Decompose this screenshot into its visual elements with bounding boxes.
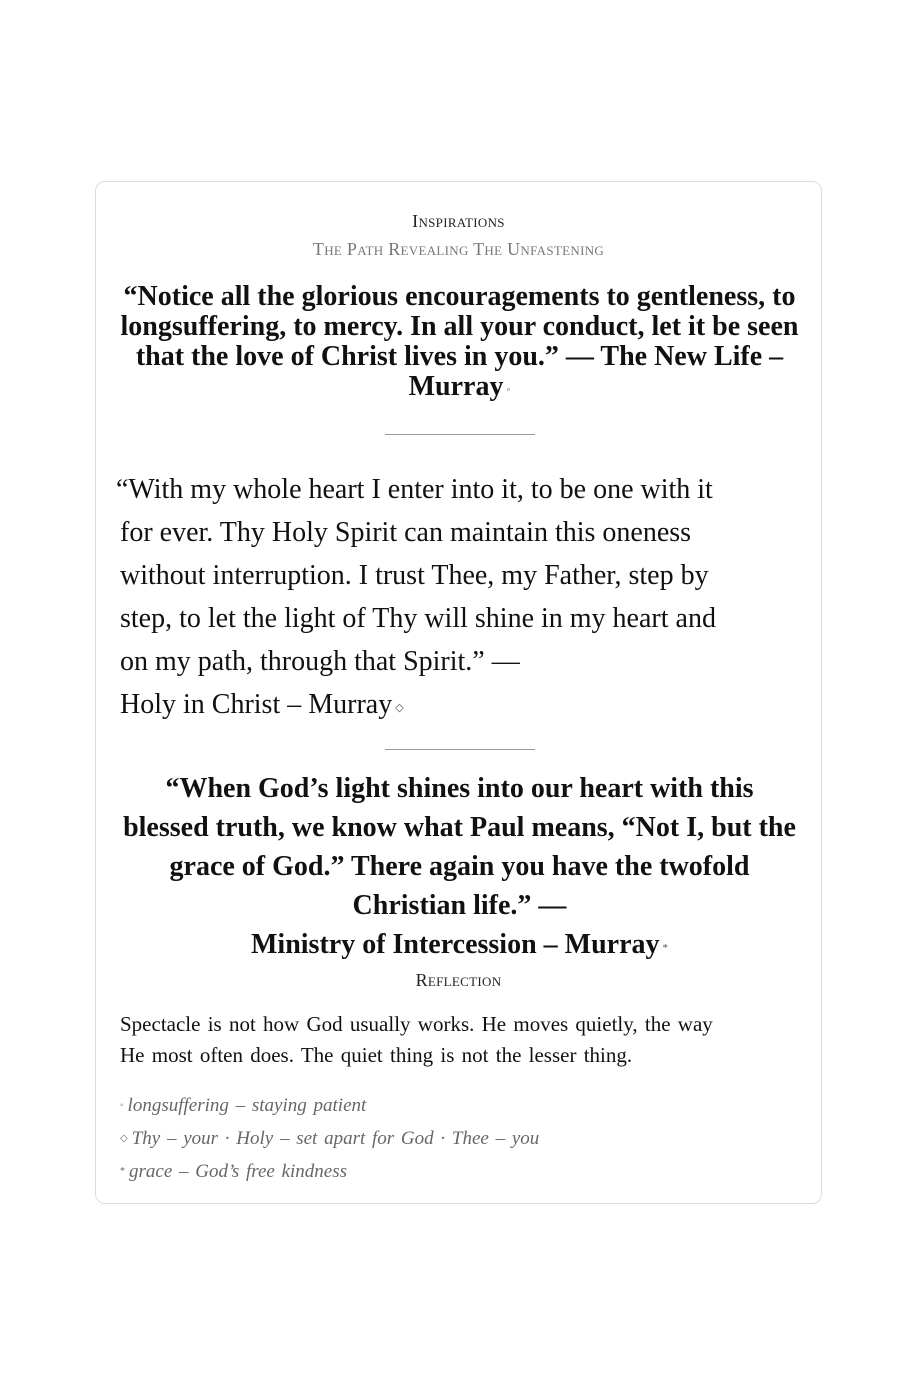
divider xyxy=(385,749,535,750)
footnote xyxy=(120,1160,790,1193)
quote-3-source: Ministry of Intercession – Murray xyxy=(250,929,660,960)
quote-2-line: without interruption. I trust Thee, my Father, step by xyxy=(120,560,709,591)
footnote-text: longsuffering – staying patient xyxy=(127,1095,367,1116)
page-subtitle: The Path Revealing The Unfastening xyxy=(312,239,605,259)
reflection-line: He most often does. The quiet thing is not the lesser thing. xyxy=(120,1043,633,1067)
quote-2-source-line xyxy=(120,683,800,730)
quote-2-line: “With my whole heart I enter into it, to be one with it xyxy=(116,474,713,505)
footnote xyxy=(120,1094,790,1127)
quote-2-line: step, to let the light of Thy will shine in my heart and xyxy=(120,603,716,634)
footnote-marker-3: * xyxy=(662,942,669,954)
quote-3-source-line xyxy=(120,925,799,968)
quote-3-text: “When God’s light shines into our heart with this blessed truth, we know what Paul means, “Not I, but the grace of God.” There again you have the twofold Christian life.” — xyxy=(123,773,796,921)
reflection-heading: Reflection xyxy=(415,970,502,990)
page-title: Inspirations xyxy=(412,211,505,231)
footnote-text: grace – God’s free kindness xyxy=(129,1161,348,1182)
divider xyxy=(385,434,535,435)
quote-2-source: Holy in Christ – Murray xyxy=(120,689,393,720)
reflection-line: Spectacle is not how God usually works. He moves quietly, the way xyxy=(120,1012,713,1036)
quote-2-line: for ever. Thy Holy Spirit can maintain this oneness xyxy=(120,517,692,548)
devotional-card xyxy=(95,181,822,1204)
reflection-text xyxy=(120,1009,790,1071)
quote-3 xyxy=(120,769,799,968)
footnotes xyxy=(120,1094,790,1193)
footnote xyxy=(120,1127,790,1160)
footnote-marker: * xyxy=(120,1166,125,1177)
footnote-text: Thy – your · Holy – set apart for God · Thee – you xyxy=(131,1128,540,1149)
footnote-marker-1: ◦ xyxy=(506,384,511,396)
footnote-marker-2: ◇ xyxy=(395,702,404,714)
quote-2 xyxy=(116,468,800,730)
quote-2-line: on my path, through that Spirit.” — xyxy=(120,646,520,677)
footnote-marker: ◇ xyxy=(120,1133,128,1144)
quote-1-text: “Notice all the glorious encouragements to gentleness, to longsuffering, to mercy. In all your conduct, let it be seen that the love of Christ lives in you.” — The New Life – Murray xyxy=(120,281,799,402)
quote-1 xyxy=(120,282,799,405)
footnote-marker: ◦ xyxy=(120,1100,124,1111)
